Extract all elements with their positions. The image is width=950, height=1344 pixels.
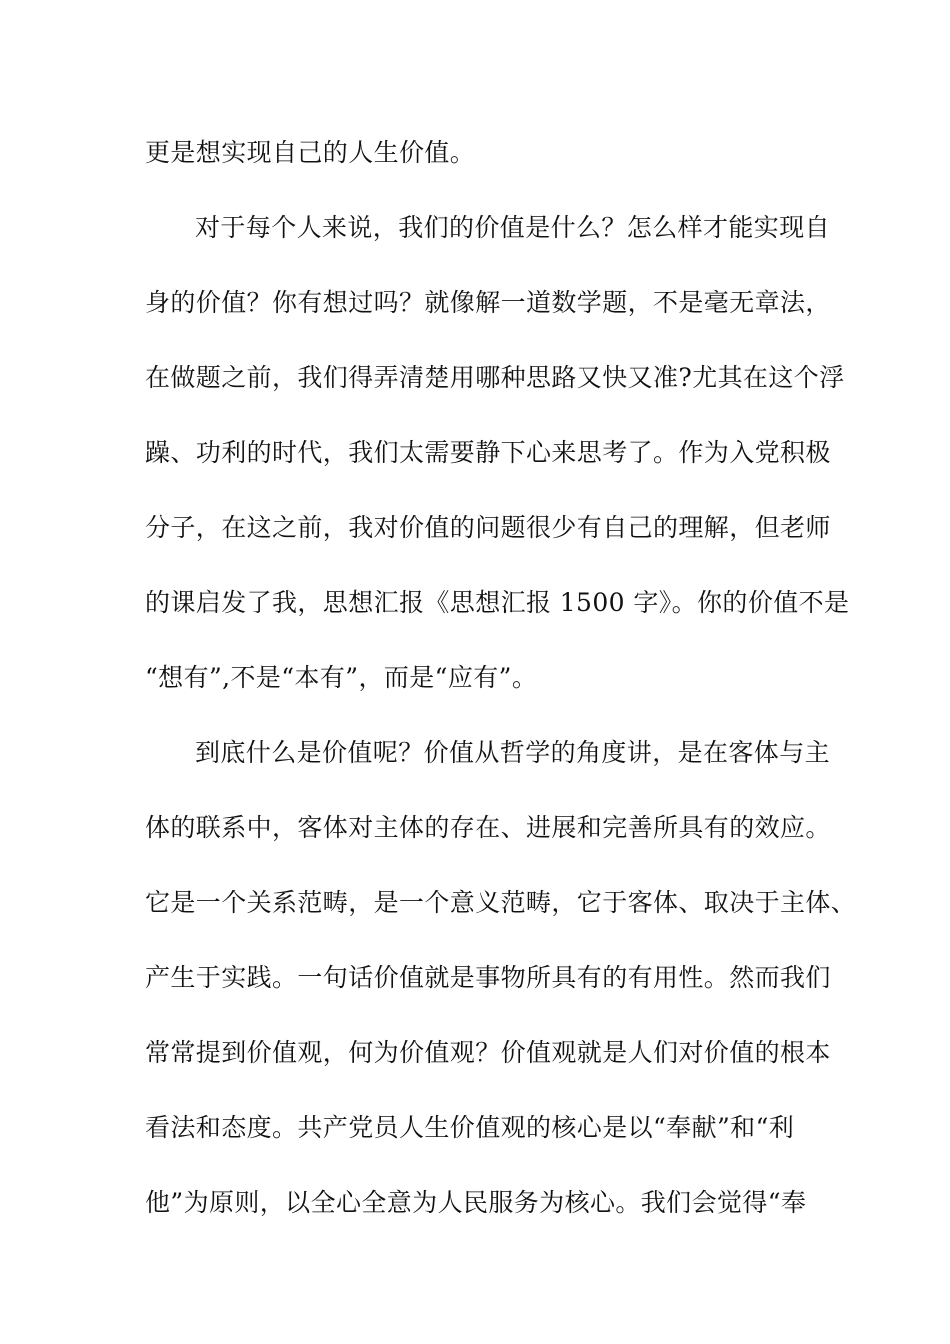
paragraph-start-line: 到底什么是价值呢？价值从哲学的角度讲，是在客体与主 <box>195 738 831 767</box>
paragraph-start-line: 对于每个人来说，我们的价值是什么？怎么样才能实现自 <box>195 213 831 242</box>
text-line: 躁、功利的时代，我们太需要静下心来思考了。作为入党积极 <box>145 438 831 467</box>
text-line: “想有”,不是“本有”，而是“应有”。 <box>145 663 538 692</box>
text-line: 的课启发了我，思想汇报《思想汇报 1500 字》。你的价值不是 <box>145 588 850 617</box>
text-line: 他”为原则，以全心全意为人民服务为核心。我们会觉得“奉 <box>145 1188 807 1217</box>
text-line: 更是想实现自己的人生价值。 <box>145 138 476 167</box>
text-line: 产生于实践。一句话价值就是事物所具有的有用性。然而我们 <box>145 963 831 992</box>
text-line: 它是一个关系范畴，是一个意义范畴，它于客体、取决于主体、 <box>145 888 857 917</box>
text-line: 体的联系中，客体对主体的存在、进展和完善所具有的效应。 <box>145 813 831 842</box>
text-line: 常常提到价值观，何为价值观？价值观就是人们对价值的根本 <box>145 1038 831 1067</box>
body-text <box>145 132 857 1257</box>
text-line: 分子，在这之前，我对价值的问题很少有自己的理解，但老师 <box>145 513 831 542</box>
text-line: 看法和态度。共产党员人生价值观的核心是以“奉献”和“利 <box>145 1113 795 1142</box>
text-line: 身的价值？你有想过吗？就像解一道数学题，不是毫无章法， <box>145 288 831 317</box>
text-line: 在做题之前，我们得弄清楚用哪种思路又快又准?尤其在这个浮 <box>145 363 845 392</box>
